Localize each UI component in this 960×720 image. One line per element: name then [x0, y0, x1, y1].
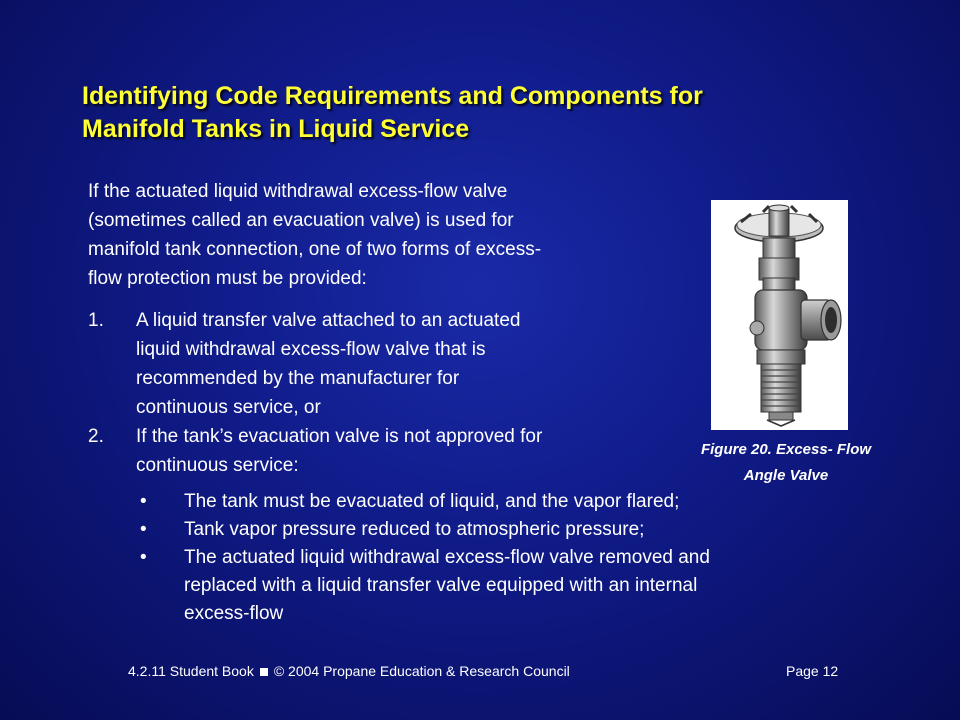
list-item-line: continuous service:	[136, 455, 299, 476]
figure-caption	[666, 437, 906, 489]
slide-title	[82, 80, 862, 146]
intro-line: If the actuated liquid withdrawal excess-flow valve	[88, 181, 508, 202]
footer-copyright: © 2004 Propane Education & Research Council	[273, 663, 570, 679]
intro-paragraph	[88, 177, 688, 293]
list-item-line: If the tank’s evacuation valve is not approved for	[136, 426, 543, 447]
square-bullet-icon	[260, 668, 268, 676]
footer-credit	[128, 663, 570, 679]
list-item-line: A liquid transfer valve attached to an actuated	[136, 310, 521, 331]
intro-line: manifold tank connection, one of two forms of excess-	[88, 239, 542, 260]
bullet-line: The tank must be evacuated of liquid, and the vapor flared;	[184, 491, 680, 512]
intro-line: flow protection must be provided:	[88, 268, 367, 289]
caption-line-1: Figure 20. Excess- Flow	[700, 441, 872, 458]
bullet-marker: •	[140, 519, 147, 540]
numbered-list	[88, 306, 688, 480]
intro-line: (sometimes called an evacuation valve) is used for	[88, 210, 514, 231]
bullet-line: Tank vapor pressure reduced to atmospheric pressure;	[184, 519, 645, 540]
bullet-item-1	[138, 488, 898, 516]
footer-book-label: 4.2.11 Student Book	[128, 663, 254, 679]
caption-line-2: Angle Valve	[743, 467, 829, 484]
bullet-marker: •	[140, 547, 147, 568]
bullet-item-3	[138, 544, 898, 628]
list-marker: 1.	[88, 310, 104, 331]
bullet-line: replaced with a liquid transfer valve equipped with an internal	[184, 575, 698, 596]
bullet-list	[138, 488, 898, 628]
page-number: Page 12	[786, 663, 839, 679]
list-item-line: recommended by the manufacturer for	[136, 368, 460, 389]
side-outlet	[801, 300, 841, 340]
handwheel	[735, 205, 823, 242]
list-item-line: liquid withdrawal excess-flow valve that is	[136, 339, 486, 360]
numbered-item-1	[88, 306, 688, 422]
numbered-item-2	[88, 422, 688, 480]
bullet-line: The actuated liquid withdrawal excess-flow valve removed and	[184, 547, 710, 568]
angle-valve-illustration	[711, 200, 848, 430]
bullet-item-2	[138, 516, 898, 544]
title-line-1: Identifying Code Requirements and Components for	[82, 82, 703, 110]
title-line-2: Manifold Tanks in Liquid Service	[82, 115, 470, 143]
list-marker: 2.	[88, 426, 104, 447]
bullet-marker: •	[140, 491, 147, 512]
list-item-line: continuous service, or	[136, 397, 321, 418]
threaded-inlet	[761, 364, 801, 426]
bullet-line: excess-flow	[184, 603, 284, 624]
valve-figure	[711, 200, 848, 430]
